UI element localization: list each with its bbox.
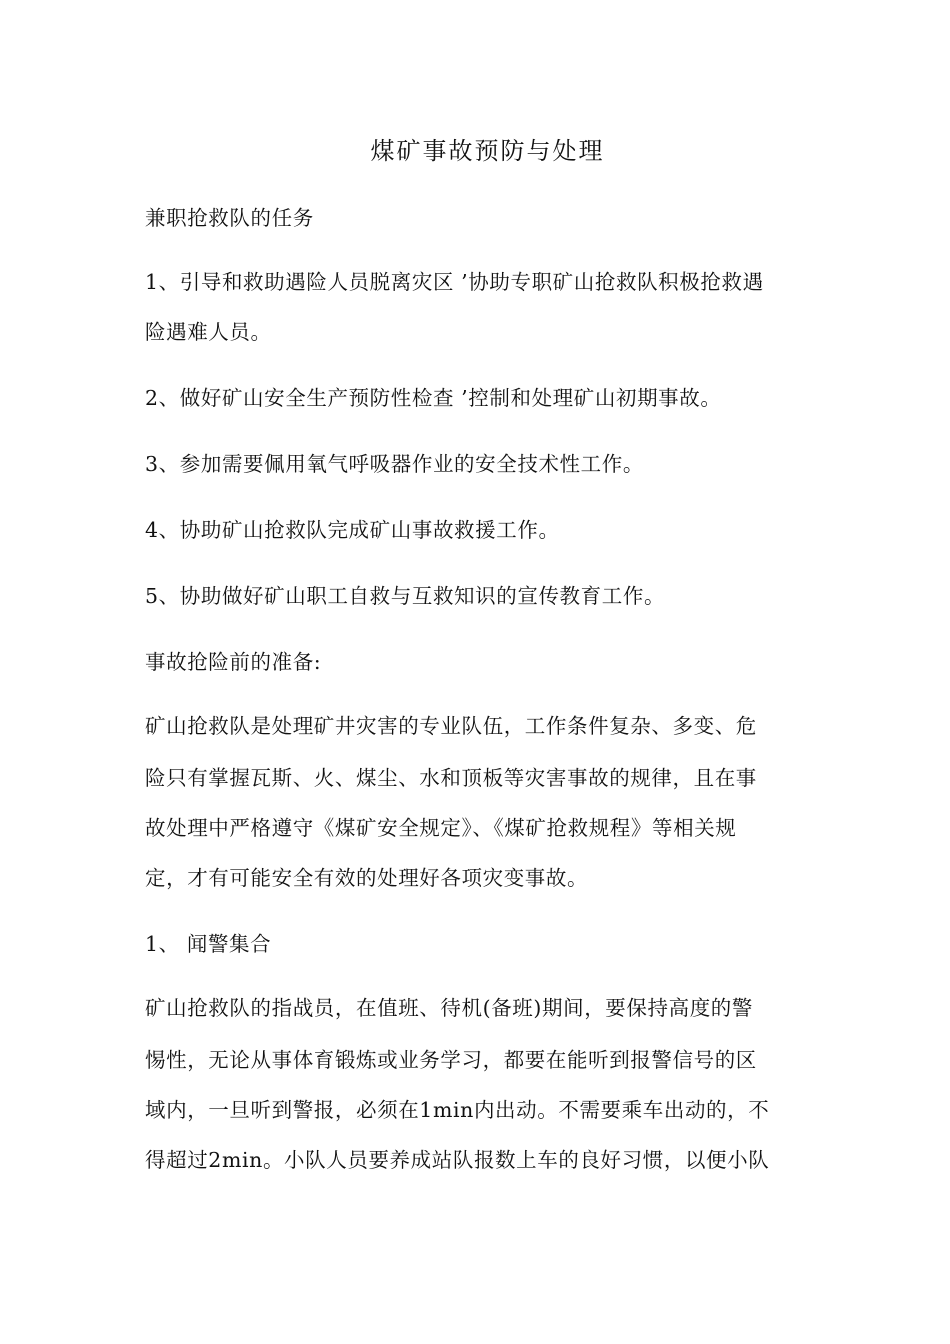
paragraph-line: 矿山抢救队的指战员，在值班、待机(备班)期间，要保持高度的警 (145, 996, 753, 1020)
paragraph-line: 4、协助矿山抢救队完成矿山事故救援工作。 (145, 518, 560, 542)
paragraph-line: 1、引导和救助遇险人员脱离灾区 ’协助专职矿山抢救队积极抢救遇 (145, 270, 764, 294)
numbered-heading: 1、 闻警集合 (145, 932, 272, 956)
paragraph-line: 5、协助做好矿山职工自救与互救知识的宣传教育工作。 (145, 584, 666, 608)
document-title: 煤矿事故预防与处理 (370, 137, 605, 165)
paragraph-line: 得超过2min。小队人员要养成站队报数上车的良好习惯，以便小队 (145, 1148, 770, 1172)
paragraph-line: 险只有掌握瓦斯、火、煤尘、水和顶板等灾害事故的规律，且在事 (145, 766, 757, 790)
paragraph-line: 2、做好矿山安全生产预防性检查 ’控制和处理矿山初期事故。 (145, 386, 722, 410)
paragraph-line: 险遇难人员。 (145, 320, 272, 344)
paragraph-line: 定，才有可能安全有效的处理好各项灾变事故。 (145, 866, 589, 890)
section-heading: 兼职抢救队的任务 (145, 206, 314, 230)
paragraph-line: 域内，一旦听到警报，必须在1min内出动。不需要乘车出动的，不 (145, 1098, 770, 1122)
section-heading: 事故抢险前的准备: (145, 650, 322, 674)
paragraph-line: 矿山抢救队是处理矿井灾害的专业队伍，工作条件复杂、多变、危 (145, 714, 757, 738)
paragraph-line: 故处理中严格遵守《煤矿安全规定》、《煤矿抢救规程》等相关规 (145, 816, 737, 840)
paragraph-line: 惕性，无论从事体育锻炼或业务学习，都要在能听到报警信号的区 (145, 1048, 757, 1072)
paragraph-line: 3、参加需要佩用氧气呼吸器作业的安全技术性工作。 (145, 452, 644, 476)
